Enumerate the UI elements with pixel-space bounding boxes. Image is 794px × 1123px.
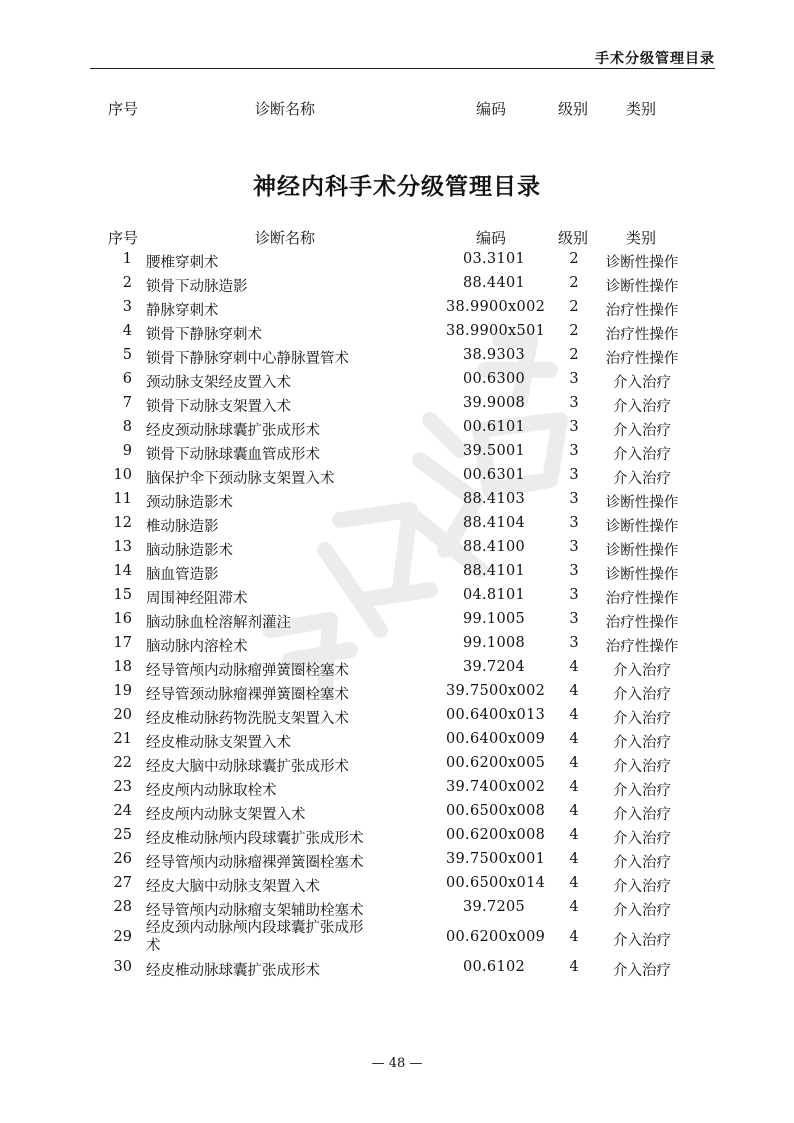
running-header bbox=[90, 46, 715, 69]
row-grade: 4 bbox=[569, 683, 579, 699]
row-code: 00.6400x013 bbox=[446, 707, 546, 723]
row-seq: 2 bbox=[122, 275, 132, 291]
row-grade: 2 bbox=[569, 251, 579, 267]
row-category: 介入治疗 bbox=[613, 399, 671, 415]
column-category-label: 类别 bbox=[626, 100, 657, 118]
table-row bbox=[0, 488, 794, 512]
table-row bbox=[0, 584, 794, 608]
row-seq: 23 bbox=[113, 779, 132, 795]
row-category: 介入治疗 bbox=[613, 879, 671, 895]
row-seq: 24 bbox=[113, 803, 132, 819]
row-name: 经导管颅内动脉瘤裸弹簧圈栓塞术 bbox=[146, 855, 364, 871]
row-grade: 3 bbox=[569, 563, 579, 579]
row-grade: 3 bbox=[569, 371, 579, 387]
row-seq: 4 bbox=[122, 323, 132, 339]
row-code: 38.9900x501 bbox=[446, 323, 546, 339]
row-code: 88.4103 bbox=[462, 491, 526, 507]
table-row bbox=[0, 728, 794, 752]
row-code: 38.9303 bbox=[462, 347, 526, 363]
row-seq: 29 bbox=[113, 929, 132, 945]
row-seq: 14 bbox=[113, 563, 132, 579]
row-grade: 3 bbox=[569, 635, 579, 651]
row-grade: 3 bbox=[569, 467, 579, 483]
row-name: 经皮颈内动脉颅内段球囊扩张成形术 bbox=[146, 920, 364, 954]
row-code: 88.4101 bbox=[462, 563, 526, 579]
row-seq: 9 bbox=[122, 443, 132, 459]
table-row bbox=[0, 920, 794, 956]
row-name: 经皮椎动脉颅内段球囊扩张成形术 bbox=[146, 831, 364, 847]
row-name: 静脉穿刺术 bbox=[146, 303, 219, 319]
column-code-label: 编码 bbox=[476, 229, 507, 247]
row-name: 锁骨下动脉造影 bbox=[146, 279, 248, 295]
row-seq: 21 bbox=[113, 731, 132, 747]
row-grade: 3 bbox=[569, 611, 579, 627]
row-name: 锁骨下静脉穿刺中心静脉置管术 bbox=[146, 351, 349, 367]
row-grade: 4 bbox=[569, 899, 579, 915]
row-name: 脑血管造影 bbox=[146, 567, 219, 583]
table-row bbox=[0, 704, 794, 728]
row-grade: 4 bbox=[569, 851, 579, 867]
row-seq: 6 bbox=[122, 371, 132, 387]
row-name: 经导管颅内动脉瘤弹簧圈栓塞术 bbox=[146, 663, 349, 679]
table-row bbox=[0, 296, 794, 320]
row-code: 39.9008 bbox=[462, 395, 526, 411]
row-seq: 8 bbox=[122, 419, 132, 435]
row-seq: 13 bbox=[113, 539, 132, 555]
row-name: 经皮椎动脉药物洗脱支架置入术 bbox=[146, 711, 349, 727]
row-category: 介入治疗 bbox=[613, 855, 671, 871]
row-name: 经皮颈动脉球囊扩张成形术 bbox=[146, 423, 320, 439]
row-name: 经皮大脑中动脉支架置入术 bbox=[146, 879, 320, 895]
row-seq: 3 bbox=[122, 299, 132, 315]
row-name: 经导管颈动脉瘤裸弹簧圈栓塞术 bbox=[146, 687, 349, 703]
column-code-label: 编码 bbox=[476, 100, 507, 118]
row-category: 治疗性操作 bbox=[605, 327, 679, 343]
table-row bbox=[0, 536, 794, 560]
row-code: 00.6200x005 bbox=[446, 755, 546, 771]
table-row bbox=[0, 248, 794, 272]
row-grade: 4 bbox=[569, 731, 579, 747]
row-category: 介入治疗 bbox=[613, 447, 671, 463]
table-row bbox=[0, 776, 794, 800]
column-name-label: 诊断名称 bbox=[255, 100, 316, 118]
row-name: 脑动脉造影术 bbox=[146, 543, 233, 559]
row-seq: 28 bbox=[113, 899, 132, 915]
row-seq: 18 bbox=[113, 659, 132, 675]
row-seq: 26 bbox=[113, 851, 132, 867]
row-code: 00.6400x009 bbox=[446, 731, 546, 747]
row-code: 00.6102 bbox=[462, 959, 526, 975]
row-category: 诊断性操作 bbox=[605, 279, 679, 295]
row-name: 锁骨下动脉球囊血管成形术 bbox=[146, 447, 320, 463]
row-grade: 4 bbox=[569, 929, 579, 945]
row-seq: 7 bbox=[122, 395, 132, 411]
table-row bbox=[0, 656, 794, 680]
row-seq: 17 bbox=[113, 635, 132, 651]
table-row bbox=[0, 368, 794, 392]
row-code: 00.6500x008 bbox=[446, 803, 546, 819]
row-name: 经皮大脑中动脉球囊扩张成形术 bbox=[146, 759, 349, 775]
row-code: 39.7400x002 bbox=[446, 779, 546, 795]
table-row bbox=[0, 512, 794, 536]
row-name: 经皮颅内动脉取栓术 bbox=[146, 783, 277, 799]
row-code: 04.8101 bbox=[462, 587, 526, 603]
column-category-label: 类别 bbox=[626, 229, 657, 247]
row-category: 介入治疗 bbox=[613, 807, 671, 823]
table-row bbox=[0, 416, 794, 440]
table-row bbox=[0, 752, 794, 776]
row-name: 脑保护伞下颈动脉支架置入术 bbox=[146, 471, 335, 487]
table-row bbox=[0, 896, 794, 920]
page-number: — 48 — bbox=[371, 1056, 423, 1071]
row-category: 诊断性操作 bbox=[605, 567, 679, 583]
row-name: 锁骨下动脉支架置入术 bbox=[146, 399, 291, 415]
row-category: 介入治疗 bbox=[613, 687, 671, 703]
row-category: 治疗性操作 bbox=[605, 303, 679, 319]
row-name: 脑动脉血栓溶解剂灌注 bbox=[146, 615, 291, 631]
row-grade: 3 bbox=[569, 491, 579, 507]
row-grade: 4 bbox=[569, 707, 579, 723]
row-name: 颈动脉造影术 bbox=[146, 495, 233, 511]
row-seq: 12 bbox=[113, 515, 132, 531]
row-code: 99.1008 bbox=[462, 635, 526, 651]
column-seq-label: 序号 bbox=[108, 100, 139, 118]
table-row bbox=[0, 392, 794, 416]
row-name: 椎动脉造影 bbox=[146, 519, 219, 535]
row-code: 39.7205 bbox=[462, 899, 526, 915]
row-seq: 25 bbox=[113, 827, 132, 843]
row-grade: 3 bbox=[569, 419, 579, 435]
row-seq: 16 bbox=[113, 611, 132, 627]
table-row bbox=[0, 872, 794, 896]
row-category: 诊断性操作 bbox=[605, 495, 679, 511]
row-category: 介入治疗 bbox=[613, 831, 671, 847]
row-code: 88.4100 bbox=[462, 539, 526, 555]
table-row bbox=[0, 632, 794, 656]
row-name: 脑动脉内溶栓术 bbox=[146, 639, 248, 655]
procedure-table bbox=[0, 248, 794, 980]
row-grade: 4 bbox=[569, 779, 579, 795]
row-name: 锁骨下静脉穿刺术 bbox=[146, 327, 262, 343]
row-category: 介入治疗 bbox=[613, 423, 671, 439]
row-grade: 3 bbox=[569, 539, 579, 555]
row-category: 治疗性操作 bbox=[605, 639, 679, 655]
row-grade: 2 bbox=[569, 347, 579, 363]
row-seq: 1 bbox=[122, 251, 132, 267]
table-row bbox=[0, 560, 794, 584]
row-name: 周围神经阻滞术 bbox=[146, 591, 248, 607]
row-grade: 4 bbox=[569, 659, 579, 675]
column-name-label: 诊断名称 bbox=[255, 229, 316, 247]
row-code: 39.7204 bbox=[462, 659, 526, 675]
row-category: 介入治疗 bbox=[613, 471, 671, 487]
row-seq: 20 bbox=[113, 707, 132, 723]
row-code: 00.6500x014 bbox=[446, 875, 546, 891]
row-code: 00.6200x009 bbox=[446, 929, 546, 945]
row-code: 00.6200x008 bbox=[446, 827, 546, 843]
row-code: 39.7500x002 bbox=[446, 683, 546, 699]
column-grade-label: 级别 bbox=[558, 100, 589, 118]
row-category: 治疗性操作 bbox=[605, 591, 679, 607]
table-row bbox=[0, 344, 794, 368]
table-row bbox=[0, 824, 794, 848]
row-category: 介入治疗 bbox=[613, 933, 671, 949]
row-grade: 4 bbox=[569, 959, 579, 975]
row-category: 介入治疗 bbox=[613, 759, 671, 775]
row-category: 治疗性操作 bbox=[605, 351, 679, 367]
row-seq: 19 bbox=[113, 683, 132, 699]
row-grade: 4 bbox=[569, 803, 579, 819]
row-category: 介入治疗 bbox=[613, 735, 671, 751]
row-category: 诊断性操作 bbox=[605, 519, 679, 535]
row-category: 介入治疗 bbox=[613, 783, 671, 799]
row-category: 介入治疗 bbox=[613, 375, 671, 391]
row-seq: 22 bbox=[113, 755, 132, 771]
table-row bbox=[0, 464, 794, 488]
row-code: 39.7500x001 bbox=[446, 851, 546, 867]
row-code: 99.1005 bbox=[462, 611, 526, 627]
row-seq: 27 bbox=[113, 875, 132, 891]
row-grade: 3 bbox=[569, 395, 579, 411]
row-grade: 4 bbox=[569, 827, 579, 843]
row-name: 经皮颅内动脉支架置入术 bbox=[146, 807, 306, 823]
table-row bbox=[0, 848, 794, 872]
section-title: 神经内科手术分级管理目录 bbox=[253, 174, 541, 200]
table-row bbox=[0, 680, 794, 704]
row-category: 介入治疗 bbox=[613, 903, 671, 919]
row-grade: 4 bbox=[569, 875, 579, 891]
row-code: 38.9900x002 bbox=[446, 299, 546, 315]
table-row bbox=[0, 800, 794, 824]
row-code: 03.3101 bbox=[462, 251, 526, 267]
table-row bbox=[0, 320, 794, 344]
row-code: 88.4104 bbox=[462, 515, 526, 531]
row-grade: 2 bbox=[569, 323, 579, 339]
column-seq-label: 序号 bbox=[108, 229, 139, 247]
row-seq: 15 bbox=[113, 587, 132, 603]
row-code: 00.6301 bbox=[462, 467, 526, 483]
row-category: 介入治疗 bbox=[613, 663, 671, 679]
row-seq: 11 bbox=[113, 491, 132, 507]
row-seq: 10 bbox=[113, 467, 132, 483]
row-name: 经皮椎动脉支架置入术 bbox=[146, 735, 291, 751]
table-row bbox=[0, 440, 794, 464]
row-code: 88.4401 bbox=[462, 275, 526, 291]
row-name: 腰椎穿刺术 bbox=[146, 255, 219, 271]
row-seq: 5 bbox=[122, 347, 132, 363]
row-name: 经皮椎动脉球囊扩张成形术 bbox=[146, 963, 320, 979]
row-code: 00.6101 bbox=[462, 419, 526, 435]
running-header-title: 手术分级管理目录 bbox=[595, 51, 715, 67]
row-code: 39.5001 bbox=[462, 443, 526, 459]
row-name: 颈动脉支架经皮置入术 bbox=[146, 375, 291, 391]
table-row bbox=[0, 272, 794, 296]
column-grade-label: 级别 bbox=[558, 229, 589, 247]
row-grade: 4 bbox=[569, 755, 579, 771]
row-category: 介入治疗 bbox=[613, 963, 671, 979]
row-grade: 3 bbox=[569, 587, 579, 603]
row-category: 诊断性操作 bbox=[605, 255, 679, 271]
row-category: 诊断性操作 bbox=[605, 543, 679, 559]
row-category: 介入治疗 bbox=[613, 711, 671, 727]
row-category: 治疗性操作 bbox=[605, 615, 679, 631]
table-row bbox=[0, 608, 794, 632]
row-seq: 30 bbox=[113, 959, 132, 975]
table-row bbox=[0, 956, 794, 980]
row-code: 00.6300 bbox=[462, 371, 526, 387]
row-grade: 2 bbox=[569, 299, 579, 315]
row-grade: 3 bbox=[569, 443, 579, 459]
row-grade: 2 bbox=[569, 275, 579, 291]
row-name: 经导管颅内动脉瘤支架辅助栓塞术 bbox=[146, 903, 364, 919]
row-grade: 3 bbox=[569, 515, 579, 531]
